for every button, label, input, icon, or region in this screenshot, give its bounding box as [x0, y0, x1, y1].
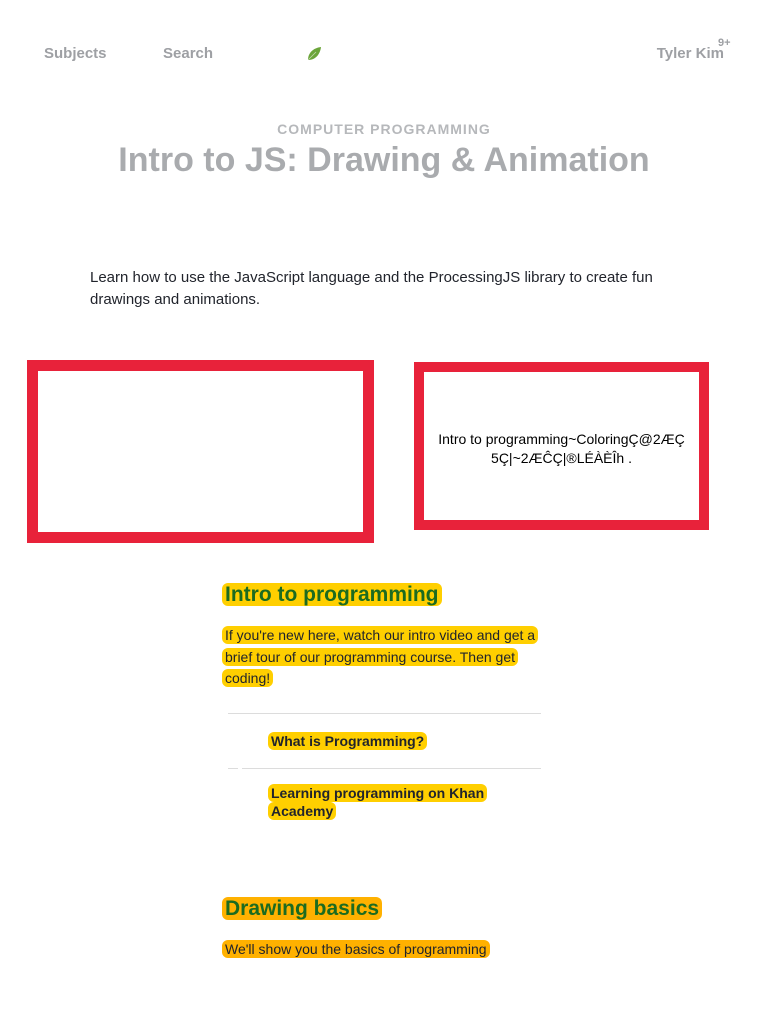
course-description: Learn how to use the JavaScript language and the ProcessingJS library to create fun drawings and animations.: [90, 269, 653, 308]
section-title-text: Drawing basics: [222, 897, 382, 920]
section-description-intro: [222, 625, 542, 690]
section-title-intro[interactable]: [222, 583, 442, 607]
user-menu[interactable]: Tyler Kim: [656, 45, 724, 62]
section-description-text: If you're new here, watch our intro video and get a brief tour of our programming course. Then get coding!: [222, 626, 538, 687]
domain-label[interactable]: COMPUTER PROGRAMMING: [277, 121, 491, 137]
notification-badge[interactable]: 9+: [718, 37, 731, 49]
section-description-text: We'll show you the basics of programming: [222, 940, 490, 958]
card-text-line: 5Ç|~2ÆĈÇ|®LÉÀÈÎh .: [491, 450, 632, 466]
topic-label: What is Programming?: [268, 732, 427, 750]
section-title-text: Intro to programming: [222, 583, 442, 606]
course-card-left[interactable]: [27, 360, 374, 543]
khan-leaf-logo-icon[interactable]: [306, 46, 322, 62]
topic-learning-programming[interactable]: [268, 784, 498, 820]
divider: [228, 713, 541, 714]
topic-what-is-programming[interactable]: [268, 732, 508, 750]
subjects-nav-link[interactable]: Subjects: [44, 45, 107, 62]
section-title-drawing-basics[interactable]: [222, 897, 382, 921]
topic-label: Learning programming on Khan Academy: [268, 784, 487, 820]
section-description-drawing-basics: [222, 939, 542, 961]
divider: [228, 768, 238, 769]
divider: [242, 768, 541, 769]
card-text: [424, 430, 699, 468]
card-text-line: Intro to programming~ColoringÇ@2ÆÇ: [438, 431, 685, 447]
page-title: Intro to JS: Drawing & Animation: [118, 141, 650, 179]
course-card-right[interactable]: [414, 362, 709, 530]
search-nav-link[interactable]: Search: [163, 45, 214, 62]
